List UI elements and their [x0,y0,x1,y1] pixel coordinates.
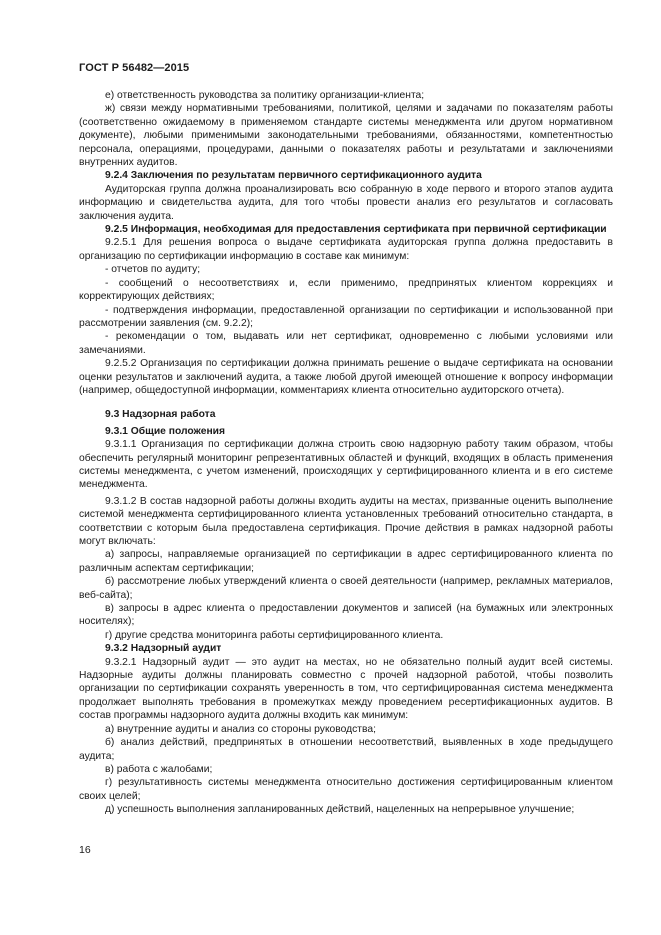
paragraph: б) анализ действий, предпринятых в отношении несоответствий, выявленных в ходе предыдущего аудита; [79,737,613,762]
paragraph: г) результативность системы менеджмента относительно достижения сертифицированным клиентом своих целей; [79,777,613,802]
paragraph: в) работа с жалобами; [105,763,213,775]
paragraph: - отчетов по аудиту; [105,264,201,276]
paragraph: Аудиторская группа должна проанализировать всю собранную в ходе первого и второго этапов аудита информацию и свидетельства аудита, для того чтобы провести анализ его результатов и согласовать заключения аудита. [79,183,613,222]
section-heading: 9.3.1 Общие положения [105,425,225,437]
section-heading: 9.2.5 Информация, необходимая для предоставления сертификата при первичной сертификации [105,224,607,236]
paragraph: г) другие средства мониторинга работы сертифицированного клиента. [105,629,444,641]
paragraph: ж) связи между нормативными требованиями, политикой, целями и задачами по показателям работы (соответственно ожидаемому в применяемом стандарте системы менеджмента или другом нормативном документе), любыми применимыми законодательными требованиями, обязанностями, компетентностью персонала, операциями, процедурами, данными о показателях работы и результатами и заключениями внутренних аудитов. [79,103,613,169]
paragraph: в) запросы в адрес клиента о предоставлении документов и записей (на бумажных или электронных носителях); [79,603,613,628]
paragraph: - подтверждения информации, предоставленной организации по сертификации и использованной при рассмотрении заявления (см. 9.2.2); [79,304,613,329]
paragraph: 9.3.1.1 Организация по сертификации должна строить свою надзорную работу таким образом, чтобы обеспечить регулярный мониторинг репрезентативных областей и функций, входящих в область применения системы менеджмента, с учетом изменений, происходящих у сертифицированного клиента и в его системе менеджмента. [79,439,613,491]
section-heading: 9.3 Надзорная работа [105,409,216,421]
paragraph: а) запросы, направляемые организацией по сертификации в адрес сертифицированного клиента по различным аспектам сертификации; [79,549,613,574]
section-heading: 9.2.4 Заключения по результатам первичного сертификационного аудита [105,170,482,182]
paragraph: - сообщений о несоответствиях и, если применимо, предпринятых клиентом коррекциях и корректирующих действиях; [79,277,613,303]
document-code: ГОСТ Р 56482—2015 [79,62,190,74]
paragraph: 9.2.5.2 Организация по сертификации должна принимать решение о выдаче сертификата на основании оценки результатов и заключений аудита, а также любой другой имеющей отношение к вопросу информации (например, общедоступной информации, комментариях клиента относительно аудиторского отчета). [79,358,613,396]
document-body [79,89,613,817]
paragraph: 9.2.5.1 Для решения вопроса о выдаче сертификата аудиторская группа должна предоставить в организацию по сертификации информацию в составе как минимум: [79,237,613,262]
paragraph: 9.3.2.1 Надзорный аудит — это аудит на местах, но не обязательно полный аудит всей системы. Надзорные аудиты должны планировать совместно с прочей надзорной работой, чтобы позволить организации по сертификации сохранять уверенность в том, что сертифицированная система менеджмента продолжает выполнять требования в промежутках между проведением ресертификационных аудитов. В состав программы надзорного аудита должны входить как минимум: [79,656,613,722]
page-number: 16 [79,844,91,856]
paragraph: д) успешность выполнения запланированных действий, нацеленных на непрерывное улучшение; [105,804,575,816]
paragraph: 9.3.1.2 В состав надзорной работы должны входить аудиты на местах, призванные оценить выполнение системой менеджмента сертифицированного клиента установленных требований относительно стандарта, в соответствии с которым была предоставлена сертификация. Прочие действия в рамках надзорной работы могут включать: [79,495,613,547]
section-heading: 9.3.2 Надзорный аудит [105,643,222,655]
paragraph: б) рассмотрение любых утверждений клиента о своей деятельности (например, рекламных материалов, веб-сайта); [79,576,613,601]
paragraph: а) внутренние аудиты и анализ со стороны руководства; [105,723,376,735]
paragraph: - рекомендации о том, выдавать или нет сертификат, одновременно с любыми условиями или замечаниями. [79,331,613,356]
paragraph: е) ответственность руководства за политику организации-клиента; [105,90,425,101]
